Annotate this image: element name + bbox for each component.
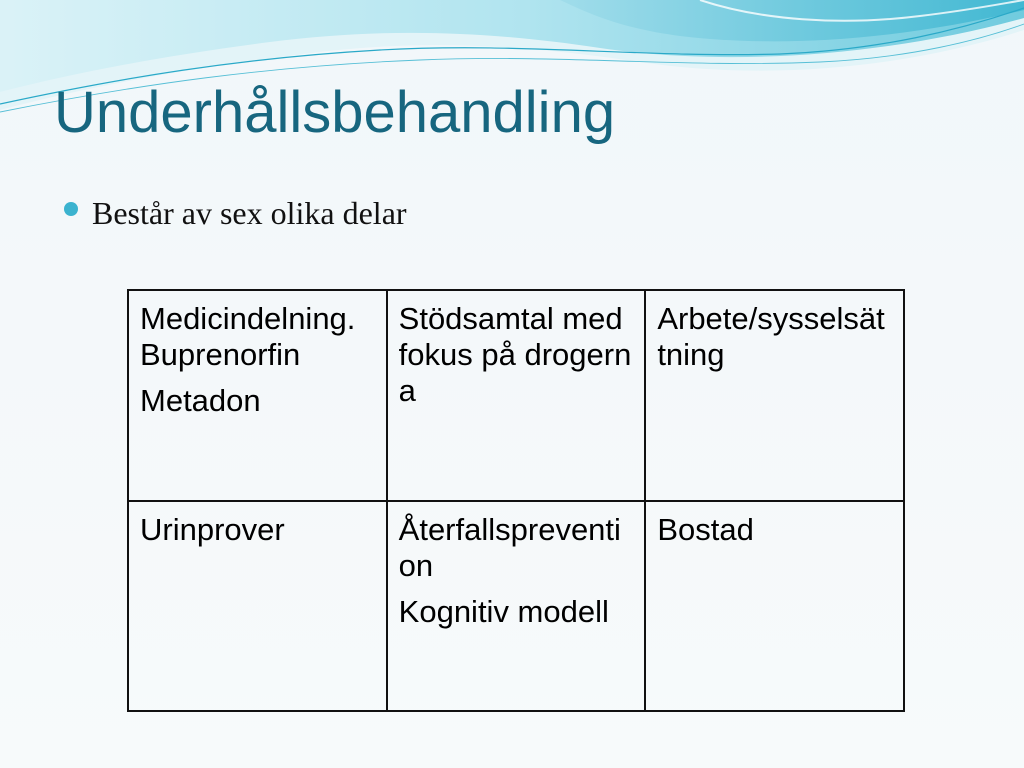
table-cell	[645, 290, 904, 501]
cell-text: Buprenorfin	[140, 337, 301, 372]
slide-title: Underhållsbehandling	[54, 80, 616, 145]
cell-text: Medicindelning.	[140, 301, 356, 336]
table-cell	[645, 501, 904, 712]
table-cell	[387, 290, 646, 501]
components-table	[127, 289, 905, 712]
table-row	[128, 501, 904, 712]
table-row	[128, 290, 904, 501]
cell-text: Arbete/sysselsättning	[657, 301, 885, 372]
cell-text: Metadon	[140, 383, 261, 418]
cell-text: Urinprover	[140, 511, 285, 547]
bullet-dot-icon	[64, 202, 78, 216]
cell-text: Kognitiv modell	[398, 593, 609, 629]
bullet-text: Består av sex olika delar	[92, 195, 407, 231]
table-cell	[387, 501, 646, 712]
cell-text: Stödsamtal med fokus på drogerna	[398, 301, 632, 408]
cell-text: Bostad	[657, 511, 754, 547]
table-cell	[128, 501, 387, 712]
cell-text: Återfallsprevention	[398, 511, 621, 583]
table-cell	[128, 290, 387, 501]
